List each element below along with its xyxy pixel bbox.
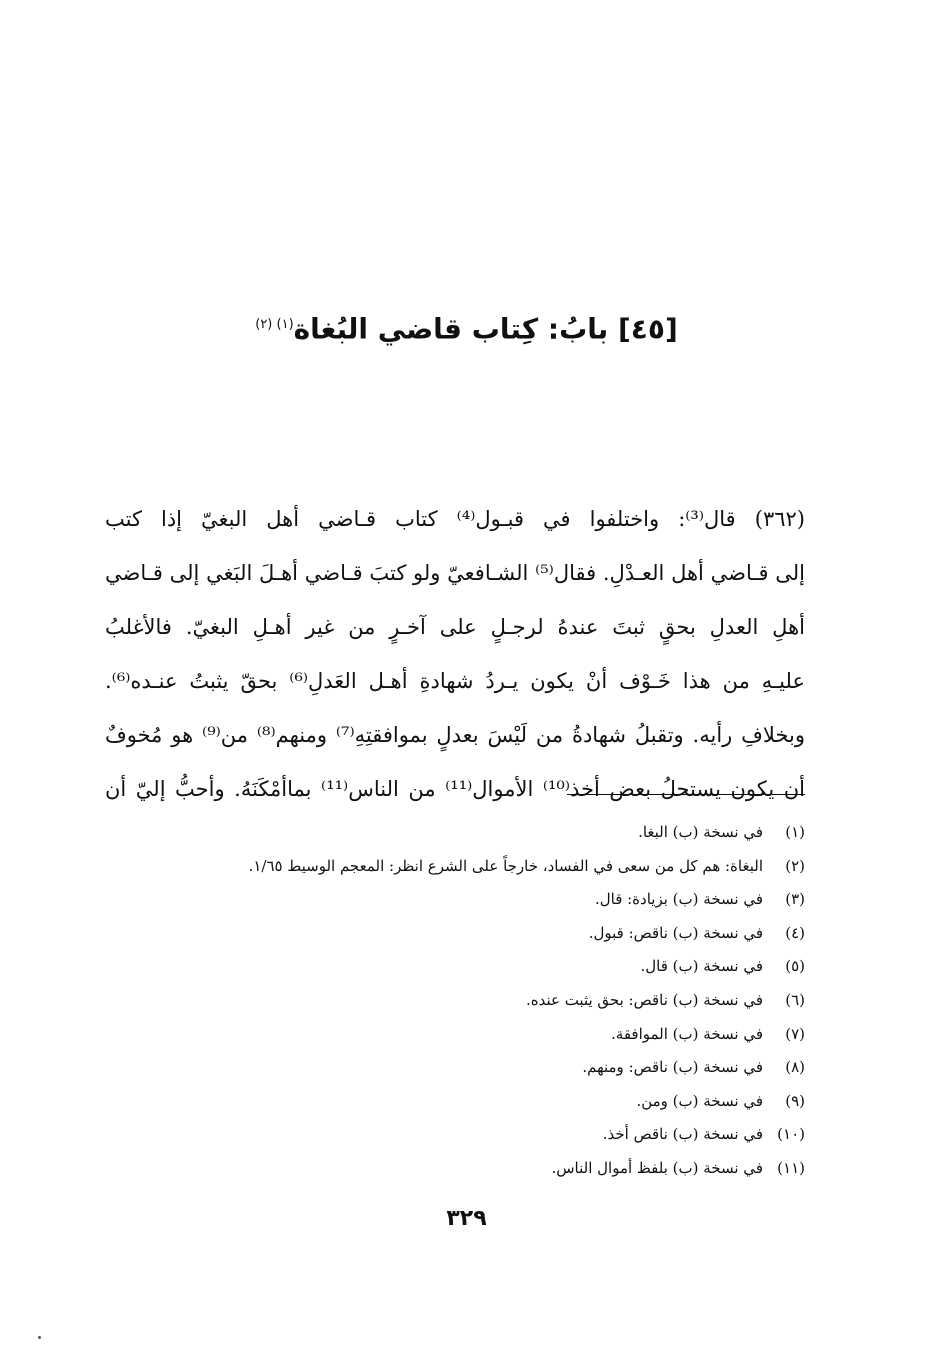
paragraph-line-4: عليـهِ من هذا خَـوْف أنْ يكون يـردُ شهادةِ أهـل العَدلِ⁽⁶⁾ بحقّ يثبتُ عنـده⁽⁶⁾.: [105, 669, 805, 693]
footnote-text: في نسخة (ب) ناقص أخذ.: [602, 1125, 763, 1144]
footnote-number: (٩): [785, 1091, 805, 1110]
footnote-number: (٤): [785, 923, 805, 942]
footnote: [125, 1152, 805, 1186]
footnote-number: (١٠): [777, 1125, 805, 1144]
footnote-text: في نسخة (ب) ناقص: قبول.: [588, 923, 763, 942]
footnote-number: (٣): [785, 890, 805, 909]
footnote-text: في نسخة (ب) الموافقة.: [611, 1024, 763, 1043]
chapter-heading: [0, 300, 933, 354]
footnote: [125, 984, 805, 1018]
page-number: ٣٢٩: [446, 1206, 487, 1231]
footnote-number: (٦): [785, 990, 805, 1009]
paragraph-line-5: وبخلافِ رأيه. وتقبلُ شهادةُ من لَيْسَ بعدلٍ بموافقتِهِ⁽⁷⁾ ومنهم⁽⁸⁾ من⁽⁹⁾ هو مُخوفٌ: [105, 723, 805, 747]
footnotes-list: [125, 816, 805, 1186]
footnote-separator: [567, 794, 805, 795]
footnote-text: في نسخة (ب) البغا.: [638, 823, 763, 841]
paragraph-line-2: إلى قـاضي أهل العـدْلِ. فقال⁽⁵⁾ الشـافعيّ ولو كتبَ قـاضي أهـلَ البَغي إلى قـاضي: [105, 561, 805, 585]
chapter-title: [٤٥] بابُ: كِتاب قاضي البُغاة: [293, 312, 678, 346]
footnote-text: في نسخة (ب) ومن.: [636, 1091, 763, 1110]
footnote-text: في نسخة (ب) بلفظ أموال الناس.: [551, 1158, 763, 1177]
footnote: [125, 1118, 805, 1152]
footnote-number: (٥): [785, 957, 805, 976]
footnote-text: في نسخة (ب) ناقص: بحق يثبت عنده.: [525, 990, 763, 1009]
footnote-text: في نسخة (ب) بزيادة: قال.: [594, 890, 763, 909]
footnote: [125, 1051, 805, 1085]
footnote: [125, 883, 805, 917]
paragraph-line-6: أن يكون يستحلُ بعض أخذ⁽¹⁰⁾ الأموال⁽¹¹⁾ من الناس⁽¹¹⁾ بماأمْكَنَهُ. وأحبُّ إليّ أن: [105, 777, 805, 801]
footnote: [125, 816, 805, 850]
footnote-text: في نسخة (ب) قال.: [640, 957, 763, 976]
footnote-text: في نسخة (ب) ناقص: ومنهم.: [582, 1058, 763, 1077]
footnote: [125, 1018, 805, 1052]
chapter-title-footnote-refs: (١) (٢): [255, 317, 294, 332]
paragraph-line-1: (٣٦٢) قال⁽³⁾: واختلفوا في قبـول⁽⁴⁾ كتاب قـاضي أهل البغيّ إذا كتب: [105, 507, 805, 531]
paragraph-line-3: أهلِ العدلِ بحقٍ ثبتَ عندهُ لرجـلٍ على آخـرٍ من غير أهـلِ البغيّ. فالأغلبُ: [105, 615, 805, 639]
footnote-number: (٧): [785, 1024, 805, 1043]
scan-speck: [38, 1336, 41, 1339]
footnote: [125, 850, 805, 884]
footnote: [125, 950, 805, 984]
footnote: [125, 917, 805, 951]
footnote: [125, 1085, 805, 1119]
footnote-number: (١): [785, 823, 805, 841]
main-paragraph: [105, 492, 805, 816]
footnote-number: (٨): [785, 1058, 805, 1077]
footnote-number: (٢): [785, 856, 805, 875]
footnote-number: (١١): [777, 1158, 805, 1177]
footnote-text: البغاة: هم كل من سعى في الفساد، خارجاً على الشرع انظر: المعجم الوسيط ١/٦٥.: [248, 856, 763, 875]
